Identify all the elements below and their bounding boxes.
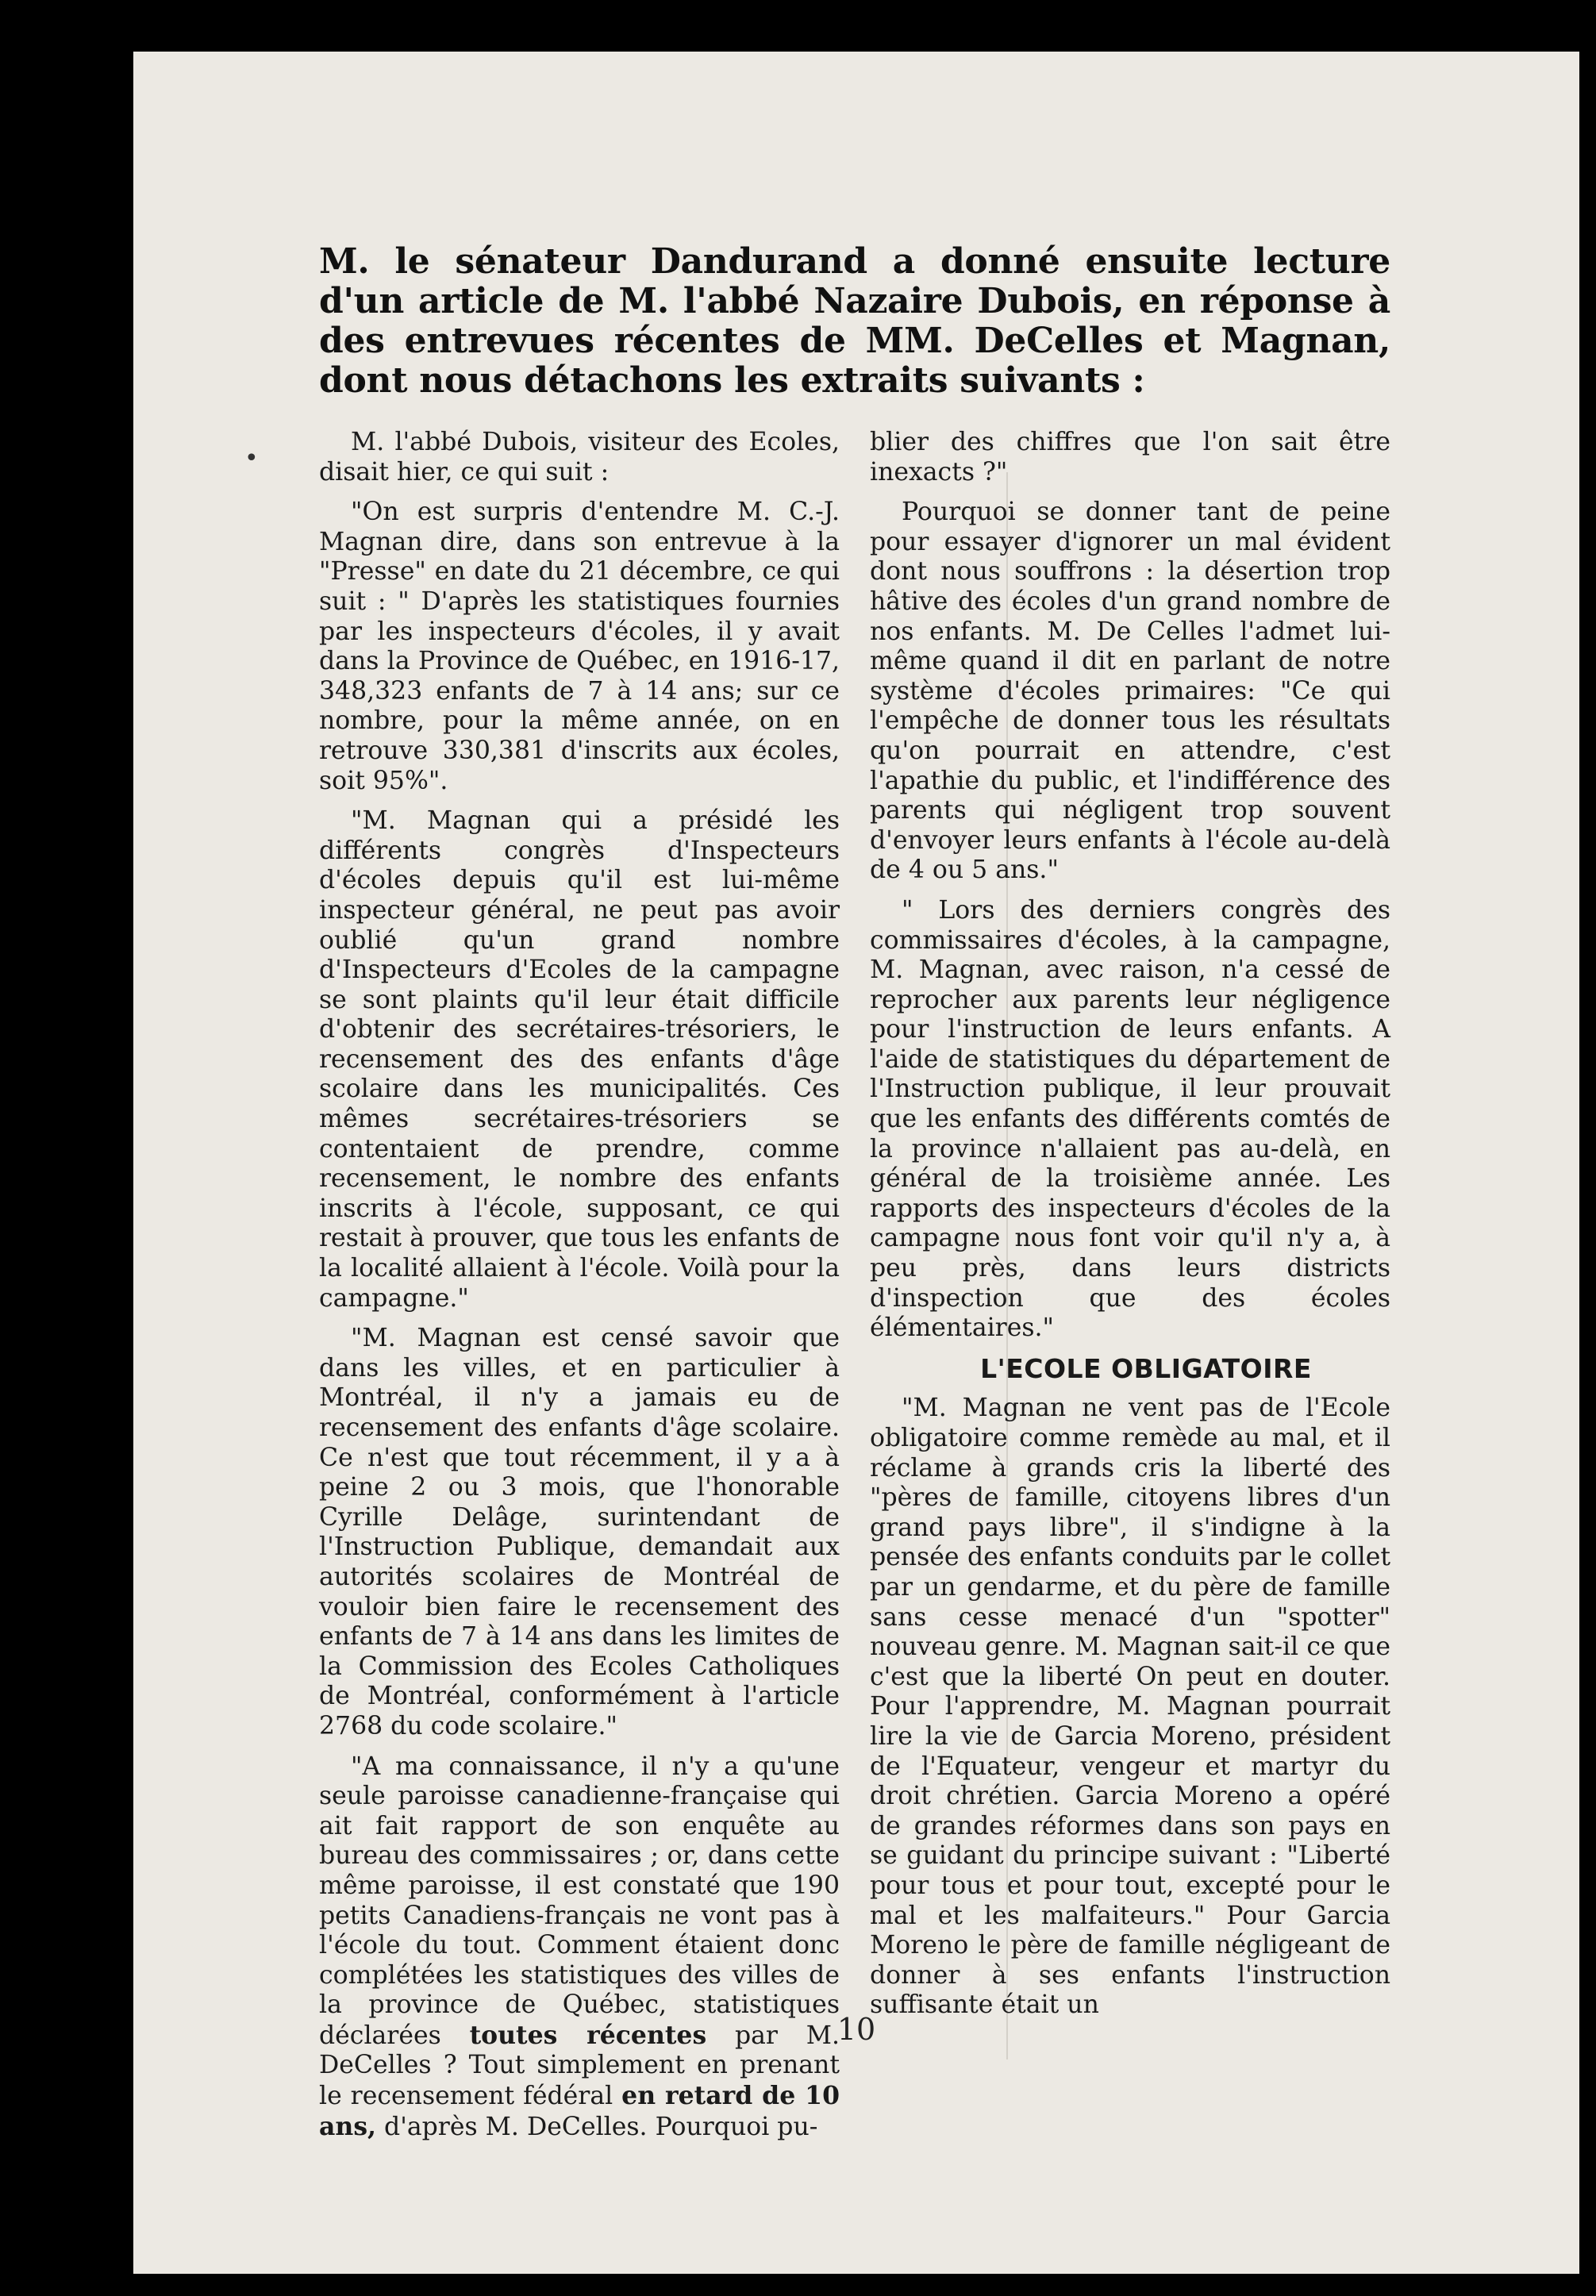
right-column bbox=[870, 428, 1390, 2152]
right-paragraph-2: Pourquoi se donner tant de peine pour essayer d'ignorer un mal évident dont nous souffrons : la désertion trop hâtive des écoles d'un grand nombre de nos enfants. M. De Celles l'admet lui-même quand il dit en parlant de notre système d'écoles primaires: "Ce qui l'empêche de donner tous les résultats qu'on pourrait en attendre, c'est l'apathie du public, et l'indifférence des parents qui négligent trop souvent d'envoyer leurs enfants à l'école au-delà de 4 ou 5 ans." bbox=[870, 498, 1390, 885]
article-heading: M. le sénateur Dandurand a donné ensuite lecture d'un article de M. l'abbé Nazaire Dubois, en réponse à des entrevues récentes de MM. DeCelles et Magnan, dont nous détachons les extraits suivants : bbox=[319, 241, 1390, 401]
left-paragraph-1: M. l'abbé Dubois, visiteur des Ecoles, disait hier, ce qui suit : bbox=[319, 428, 840, 487]
left-paragraph-5-part-e: d'après M. DeCelles. Pourquoi pu- bbox=[376, 2112, 818, 2141]
left-paragraph-5 bbox=[319, 1752, 840, 2143]
left-paragraph-2: "On est surpris d'entendre M. C.-J. Magnan dire, dans son entrevue à la "Presse" en date du 21 décembre, ce qui suit : " D'après les statistiques fournies par les inspecteurs d'écoles, il y avait dans la Province de Québec, en 1916-17, 348,323 enfants de 7 à 14 ans; sur ce nombre, pour la même année, on en retrouve 330,381 d'inscrits aux écoles, soit 95%". bbox=[319, 498, 840, 795]
section-subheading: L'ECOLE OBLIGATOIRE bbox=[980, 1352, 1312, 1384]
article-body bbox=[319, 242, 1390, 2152]
left-paragraph-5-bold-b: en retard de 10 ans, bbox=[319, 2081, 840, 2141]
margin-dot: • bbox=[244, 444, 259, 472]
left-paragraph-5-part-a: "A ma connaissance, il n'y a qu'une seule paroisse canadienne-française qui ait fait rapport de son enquête au bureau des commissaires ; or, dans cette même paroisse, il est constaté que 190 petits Canadiens-français ne vont pas à l'école du tout. Comment étaient donc complétées les statistiques des villes de la province de Québec, statistiques déclarées bbox=[319, 1752, 840, 2050]
left-column bbox=[319, 428, 840, 2152]
right-paragraph-4: "M. Magnan ne vent pas de l'Ecole obligatoire comme remède au mal, et il réclame à grands cris la liberté des "pères de famille, citoyens libres d'un grand pays libre", il s'indigne à la pensée des enfants conduits par le collet par un gendarme, et du père de famille sans cesse menacé d'un "spotter" nouveau genre. M. Magnan sait-il ce que c'est que la liberté On peut en douter. Pour l'apprendre, M. Magnan pourrait lire la vie de Garcia Moreno, président de l'Equateur, vengeur et martyr du droit chrétien. Garcia Moreno a opéré de grandes réformes dans son pays en se guidant du principe suivant : "Liberté pour tous et pour tout, excepté pour le mal et les malfaiteurs." Pour Garcia Moreno le père de famille négligeant de donner à ses enfants l'instruction suffisante était un bbox=[870, 1394, 1390, 2020]
text-columns bbox=[319, 428, 1390, 2152]
left-paragraph-5-bold-a: toutes récentes bbox=[469, 2020, 707, 2050]
scanned-page bbox=[133, 52, 1579, 2274]
right-paragraph-3: " Lors des derniers congrès des commissaires d'écoles, à la campagne, M. Magnan, avec raison, n'a cessé de reprocher aux parents leur négligence pour l'instruction de leurs enfants. A l'aide de statistiques du département de l'Instruction publique, il leur prouvait que les enfants des différents comtés de la province n'allaient pas au-delà, en général de la troisième année. Les rapports des inspecteurs d'écoles de la campagne nous font voir qu'il n'y a, à peu près, dans leurs districts d'inspection que des écoles élémentaires." bbox=[870, 895, 1390, 1343]
left-paragraph-3: "M. Magnan qui a présidé les différents congrès d'Inspecteurs d'écoles depuis qu'il est lui-même inspecteur général, ne peut pas avoir oublié qu'un grand nombre d'Inspecteurs d'Ecoles de la campagne se sont plaints qu'il leur était difficile d'obtenir des secrétaires-trésoriers, le recensement des des enfants d'âge scolaire dans les municipalités. Ces mêmes secrétaires-trésoriers se contentaient de prendre, comme recensement, le nombre des enfants inscrits à l'école, supposant, ce qui restait à prouver, que tous les enfants de la localité allaient à l'école. Voilà pour la campagne." bbox=[319, 806, 840, 1313]
right-paragraph-1: blier des chiffres que l'on sait être inexacts ?" bbox=[870, 428, 1390, 487]
page-number: 10 bbox=[836, 2012, 876, 2047]
left-paragraph-5-part-c: par M. DeCelles ? Tout simplement en prenant le recensement fédéral bbox=[319, 2021, 840, 2111]
left-paragraph-4: "M. Magnan est censé savoir que dans les villes, et en particulier à Montréal, il n'y a jamais eu de recensement des enfants d'âge scolaire. Ce n'est que tout récemment, il y a à peine 2 ou 3 mois, que l'honorable Cyrille Delâge, surintendant de l'Instruction Publique, demandait aux autorités scolaires de Montréal de vouloir bien faire le recensement des enfants de 7 à 14 ans dans les limites de la Commission des Ecoles Catholiques de Montréal, conformément à l'article 2768 du code scolaire." bbox=[319, 1324, 840, 1740]
